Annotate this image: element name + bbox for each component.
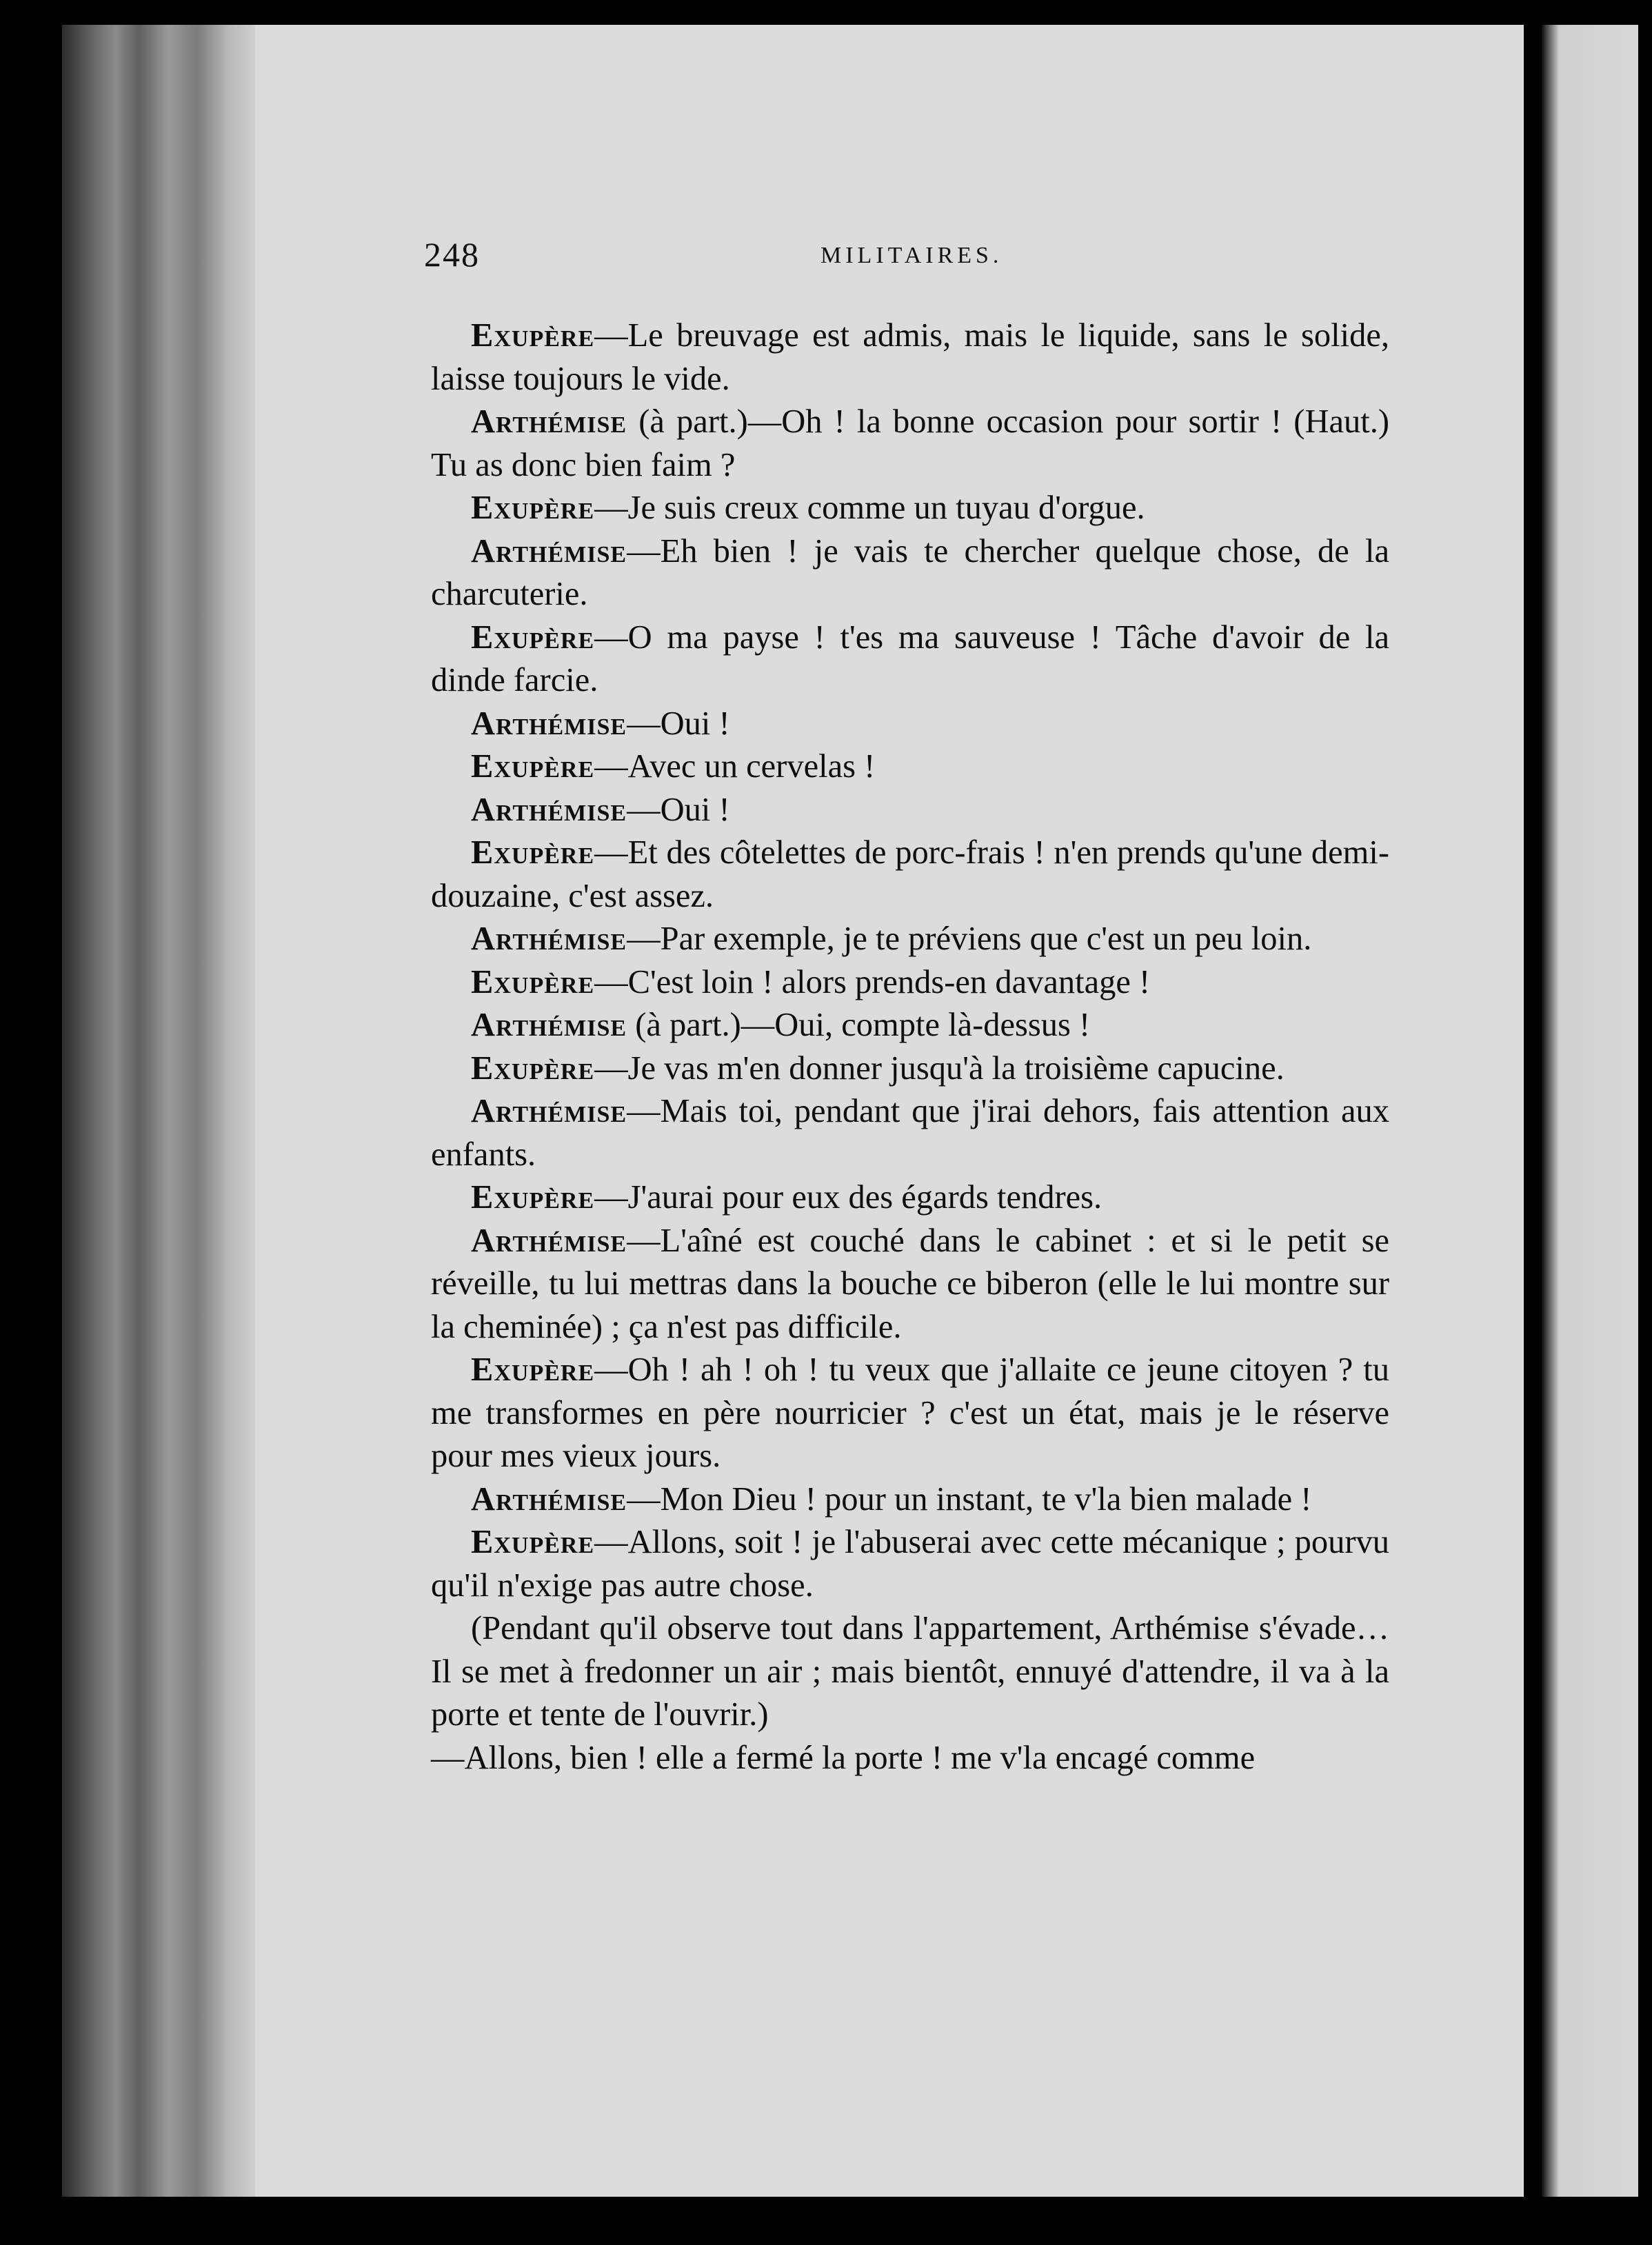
dialogue-text: —Oh ! ah ! oh ! tu veux que j'allaite ce jeune citoyen ? tu me transformes en père nourricier ? c'est un état, mais je le réserve pour mes vieux jours. [431, 1351, 1389, 1474]
section-title: MILITAIRES. [820, 243, 1003, 268]
dialogue-line [431, 1047, 1389, 1091]
dialogue-text: —Oui, compte là-dessus ! [741, 1007, 1091, 1043]
speaker-name: Arthémise [471, 1007, 627, 1043]
dialogue-line [431, 616, 1389, 703]
dialogue-line [431, 487, 1389, 530]
dialogue-line [431, 530, 1389, 616]
speaker-name: Arthémise [471, 1222, 627, 1259]
dialogue-text: —Allons, soit ! je l'abuserai avec cette mécanique ; pourvu qu'il n'exige pas autre chose. [431, 1524, 1389, 1604]
dialogue-text: —Mais toi, pendant que j'irai dehors, fais attention aux enfants. [431, 1093, 1389, 1173]
dialogue-text: —Je suis creux comme un tuyau d'orgue. [594, 490, 1145, 526]
speaker-name: Arthémise [471, 532, 627, 570]
dialogue-text: —Et des côtelettes de porc-frais ! n'en prends qu'une demi-douzaine, c'est assez. [431, 834, 1389, 914]
book-page-edges [62, 25, 255, 2197]
dialogue-text: —L'aîné est couché dans le cabinet : et si le petit se réveille, tu lui mettras dans la bouche ce biberon (elle le lui montre sur la cheminée) ; ça n'est pas difficile. [431, 1222, 1389, 1345]
speaker-name: Arthémise [471, 403, 627, 440]
dialogue-text: —Le breuvage est admis, mais le liquide, sans le solide, laisse toujours le vide. [431, 317, 1389, 397]
speaker-name: Exupère [471, 834, 595, 871]
speaker-aside: (à part.) [627, 403, 748, 440]
dialogue-text: —Avec un cervelas ! [594, 748, 876, 785]
speaker-name: Exupère [471, 1049, 595, 1087]
dialogue-text: —Oui ! [627, 791, 730, 828]
dialogue-line [431, 1004, 1389, 1047]
running-head [0, 234, 1652, 290]
dialogue-text: —C'est loin ! alors prends-en davantage ! [594, 963, 1151, 1000]
dialogue-line [431, 1220, 1389, 1349]
speaker-name: Arthémise [471, 791, 627, 828]
dialogue-text: —Oui ! [627, 705, 730, 742]
speaker-name: Exupère [471, 748, 595, 785]
dialogue-line [431, 1349, 1389, 1478]
speaker-name: Arthémise [471, 1093, 627, 1129]
speaker-name: Exupère [471, 963, 595, 1000]
speaker-name: Exupère [471, 490, 595, 526]
facing-page-edge [1542, 25, 1638, 2197]
dialogue-line [431, 1521, 1389, 1607]
speaker-name: Arthémise [471, 705, 627, 742]
dialogue-line [431, 961, 1389, 1005]
speaker-name: Arthémise [471, 920, 627, 957]
dialogue-line [431, 703, 1389, 746]
speaker-name: Exupère [471, 1351, 595, 1388]
dialogue-line [431, 745, 1389, 789]
speaker-name: Arthémise [471, 1480, 627, 1518]
dialogue-text: —Eh bien ! je vais te chercher quelque chose, de la charcuterie. [431, 532, 1389, 612]
speaker-name: Exupère [471, 1524, 595, 1560]
speaker-name: Exupère [471, 317, 595, 354]
body-text [431, 314, 1389, 1780]
speaker-name: Exupère [471, 618, 595, 656]
dialogue-text: —Par exemple, je te préviens que c'est un peu loin. [627, 920, 1312, 957]
dialogue-line [431, 1478, 1389, 1522]
dialogue-line [431, 1090, 1389, 1176]
dialogue [431, 314, 1389, 1607]
dialogue-line [431, 1176, 1389, 1220]
speaker-aside: (à part.) [627, 1007, 741, 1043]
page-number: 248 [424, 235, 480, 274]
speaker-name: Exupère [471, 1179, 595, 1216]
dialogue-line [431, 918, 1389, 961]
dialogue-line [431, 401, 1389, 487]
dialogue-text: —J'aurai pour eux des égards tendres. [594, 1179, 1102, 1216]
dialogue-text: —Je vas m'en donner jusqu'à la troisième capucine. [594, 1049, 1285, 1087]
dialogue-line [431, 832, 1389, 918]
final-line: —Allons, bien ! elle a fermé la porte ! me v'la encagé comme [431, 1739, 1256, 1776]
dialogue-line [431, 789, 1389, 832]
stage-direction: (Pendant qu'il observe tout dans l'appartement, Arthémise s'évade… Il se met à fredonner un air ; mais bientôt, ennuyé d'attendre, il va à la porte et tente de l'ouvrir.) [431, 1610, 1389, 1733]
dialogue-text: —Mon Dieu ! pour un instant, te v'la bien malade ! [627, 1480, 1312, 1518]
dialogue-line [431, 314, 1389, 401]
dialogue-text: —O ma payse ! t'es ma sauveuse ! Tâche d'avoir de la dinde farcie. [431, 618, 1389, 698]
dialogue-text: —Oh ! la bonne occasion pour sortir ! (Haut.) Tu as donc bien faim ? [431, 403, 1389, 483]
